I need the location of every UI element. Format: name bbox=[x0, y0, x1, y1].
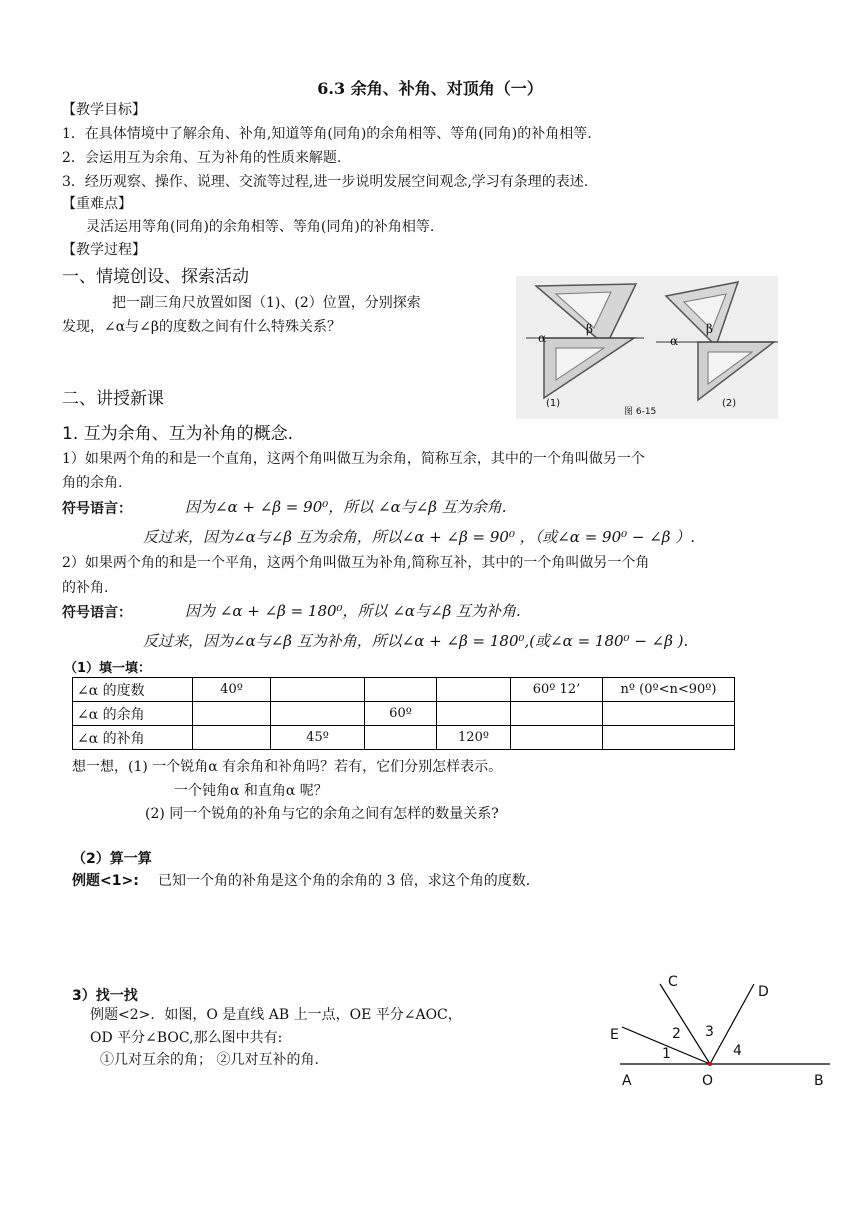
label-2: 2 bbox=[672, 1026, 681, 1042]
table-cell: 40º bbox=[193, 678, 271, 702]
think-q1b: 一个钝角α 和直角α 呢？ bbox=[174, 783, 328, 799]
def1-line2: 角的余角. bbox=[62, 475, 123, 491]
beta-label-2: β bbox=[706, 322, 713, 336]
table-row bbox=[73, 702, 735, 726]
sym1-reverse: 反过来，因为∠α与∠β 互为余角，所以∠α + ∠β = 90⁰ ，（或∠α = 90⁰ − ∠β ）. bbox=[143, 528, 696, 546]
table-row bbox=[73, 678, 735, 702]
figure-caption: 图 6-15 bbox=[624, 407, 657, 417]
label-d: D bbox=[758, 984, 769, 1000]
keypoints-text: 灵活运用等角(同角)的余角相等、等角(同角)的补角相等. bbox=[86, 219, 435, 235]
table-cell bbox=[511, 702, 603, 726]
angle-table bbox=[72, 677, 735, 750]
table-cell bbox=[603, 702, 735, 726]
page-title: 6.3 余角、补角、对顶角（一） bbox=[317, 79, 543, 98]
example2-line3: ①几对互余的角； ②几对互补的角. bbox=[100, 1052, 319, 1068]
label-o: O bbox=[702, 1073, 714, 1089]
label-1: 1 bbox=[662, 1046, 671, 1062]
objective-2: 2．会运用互为余角、互为补角的性质来解题. bbox=[62, 150, 342, 166]
label-c: C bbox=[668, 974, 678, 990]
def2-line1: 2）如果两个角的和是一个平角，这两个角叫做互为补角,简称互补，其中的一个角叫做另一个角 bbox=[62, 555, 650, 571]
alpha-label-1: α bbox=[538, 331, 547, 345]
example2-line1: 例题<2>．如图，O 是直线 AB 上一点，OE 平分∠AOC， bbox=[90, 1007, 462, 1023]
table-cell: ∠α 的度数 bbox=[73, 678, 193, 702]
sym2: 因为 ∠α + ∠β = 180⁰，所以 ∠α与∠β 互为补角. bbox=[185, 602, 521, 620]
find-heading: 3）找一找 bbox=[72, 988, 138, 1004]
section2-heading: 二、讲授新课 bbox=[62, 389, 164, 409]
table-cell: 60º bbox=[365, 702, 437, 726]
section1-line2: 发现，∠α与∠β的度数之间有什么特殊关系？ bbox=[62, 319, 342, 335]
table-cell bbox=[511, 726, 603, 750]
objective-3: 3．经历观察、操作、说理、交流等过程,进一步说明发展空间观念,学习有条理的表述. bbox=[62, 174, 589, 190]
set-square-figure bbox=[516, 276, 778, 419]
process-heading: 【教学过程】 bbox=[62, 242, 146, 258]
think-q2: (2) 同一个锐角的补角与它的余角之间有怎样的数量关系? bbox=[145, 806, 499, 822]
example1-label: 例题<1>: bbox=[72, 873, 139, 889]
label-e: E bbox=[610, 1027, 619, 1043]
objective-1: 1．在具体情境中了解余角、补角,知道等角(同角)的余角相等、等角(同角)的补角相等. bbox=[62, 126, 592, 142]
table-cell: 60º 12’ bbox=[511, 678, 603, 702]
table-row bbox=[73, 726, 735, 750]
table-cell bbox=[365, 678, 437, 702]
table-cell bbox=[193, 726, 271, 750]
table-cell bbox=[271, 702, 365, 726]
label-a: A bbox=[622, 1073, 632, 1089]
sym1: 因为∠α + ∠β = 90⁰，所以 ∠α与∠β 互为余角. bbox=[185, 498, 507, 516]
objectives-heading: 【教学目标】 bbox=[62, 102, 146, 118]
think-q1: 想一想，(1) 一个锐角α 有余角和补角吗？若有，它们分别怎样表示。 bbox=[72, 759, 503, 775]
calc-heading: （2）算一算 bbox=[72, 851, 152, 867]
def1-line1: 1）如果两个角的和是一个直角，这两个角叫做互为余角，简称互余，其中的一个角叫做另一个 bbox=[62, 451, 645, 467]
figure-label-2: (2) bbox=[722, 398, 737, 409]
table-cell bbox=[193, 702, 271, 726]
concept-heading: 1. 互为余角、互为补角的概念. bbox=[62, 424, 294, 444]
fill-heading: （1）填一填： bbox=[64, 661, 152, 676]
table-cell bbox=[271, 678, 365, 702]
table-cell bbox=[437, 678, 511, 702]
section1-heading: 一、情境创设、探索活动 bbox=[62, 267, 249, 287]
example1-text: 已知一个角的补角是这个角的余角的 3 倍，求这个角的度数. bbox=[158, 873, 531, 889]
angle-diagram bbox=[600, 970, 840, 1120]
table-cell: ∠α 的余角 bbox=[73, 702, 193, 726]
sym2-reverse: 反过来，因为∠α与∠β 互为补角，所以∠α + ∠β = 180⁰,(或∠α = 180⁰ − ∠β ). bbox=[143, 632, 689, 650]
label-4: 4 bbox=[733, 1043, 742, 1059]
def2-line2: 的补角. bbox=[62, 580, 109, 596]
keypoints-heading: 【重难点】 bbox=[62, 196, 132, 212]
table-cell: 45º bbox=[271, 726, 365, 750]
symbol-label-1: 符号语言： bbox=[62, 501, 132, 517]
example2-line2: OD 平分∠BOC,那么图中共有: bbox=[90, 1030, 283, 1046]
section1-line1: 把一副三角尺放置如图（1)、(2）位置，分别探索 bbox=[112, 295, 421, 311]
alpha-label-2: α bbox=[670, 334, 679, 348]
label-b: B bbox=[814, 1073, 824, 1089]
symbol-label-2: 符号语言： bbox=[62, 605, 132, 621]
table-cell bbox=[365, 726, 437, 750]
figure-label-1: (1) bbox=[546, 398, 561, 409]
table-cell: 120º bbox=[437, 726, 511, 750]
table-cell: nº (0º<n<90º) bbox=[603, 678, 735, 702]
beta-label-1: β bbox=[586, 322, 593, 336]
table-cell bbox=[437, 702, 511, 726]
table-cell: ∠α 的补角 bbox=[73, 726, 193, 750]
label-3: 3 bbox=[705, 1024, 714, 1040]
table-cell bbox=[603, 726, 735, 750]
